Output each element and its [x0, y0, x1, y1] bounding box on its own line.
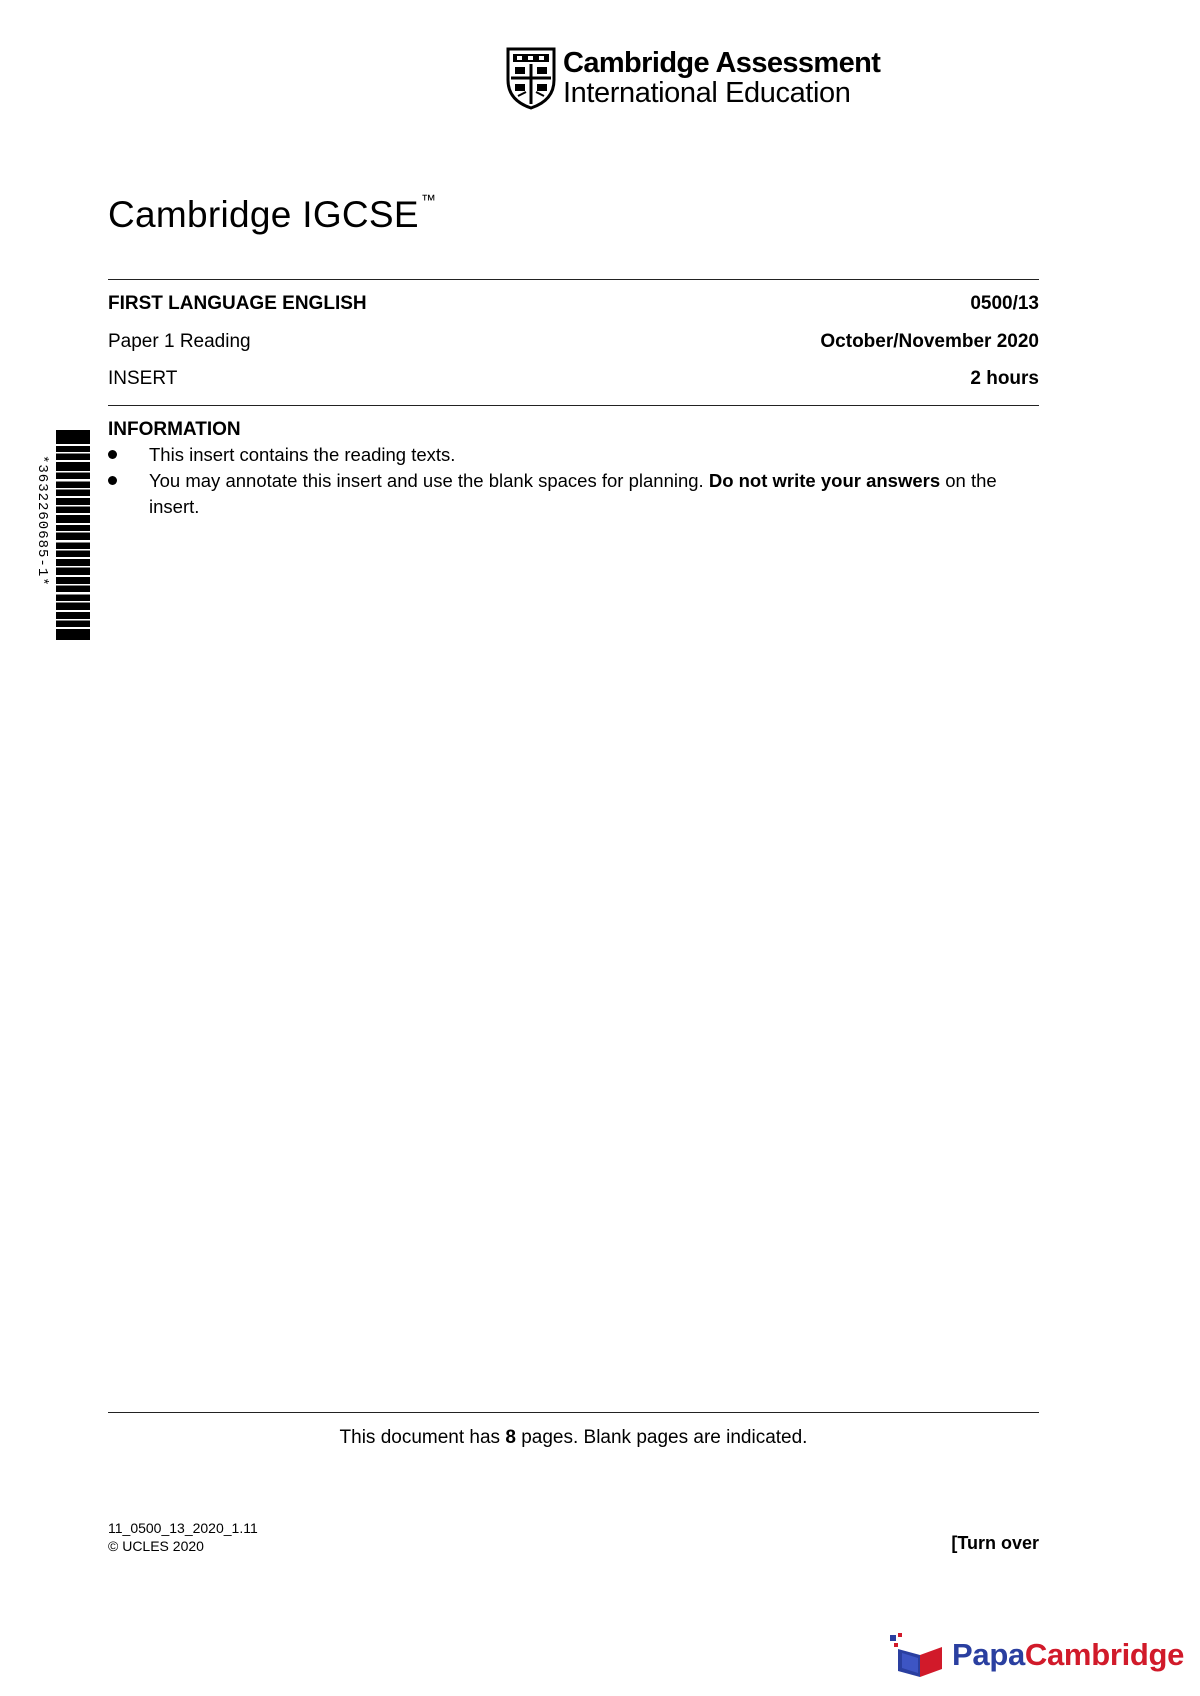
bullet-2-text: You may annotate this insert and use the blank spaces for planning. — [149, 470, 709, 491]
information-heading: INFORMATION — [108, 419, 241, 440]
bullet-icon — [108, 450, 117, 459]
paper-code: 0500/13 — [970, 293, 1039, 314]
exam-duration: 2 hours — [970, 368, 1039, 389]
watermark-cambridge: Cambridge — [1024, 1637, 1185, 1672]
cambridge-assessment-logo — [505, 46, 880, 110]
paper-name: Paper 1 Reading — [108, 331, 251, 352]
title-text: Cambridge IGCSE — [108, 194, 419, 235]
page-count-note — [0, 1427, 1147, 1449]
papacambridge-book-icon — [888, 1633, 950, 1677]
information-bullet-1: This insert contains the reading texts. — [149, 444, 456, 465]
logo-line-2: International Education — [563, 77, 851, 109]
subject-label: FIRST LANGUAGE ENGLISH — [108, 293, 367, 314]
footer-reference — [108, 1519, 258, 1555]
top-divider — [108, 279, 1039, 280]
exam-session: October/November 2020 — [820, 331, 1039, 352]
page-title — [108, 192, 436, 236]
turn-over-label: [Turn over — [951, 1533, 1039, 1553]
papacambridge-watermark — [888, 1632, 1184, 1678]
barcode-number: *3632260685-1* — [34, 455, 50, 587]
document-type: INSERT — [108, 368, 178, 389]
bullet-icon — [108, 476, 117, 485]
copyright-notice: © UCLES 2020 — [108, 1538, 204, 1554]
details-divider — [108, 405, 1039, 406]
information-bullet-2 — [149, 468, 1041, 520]
document-reference: 11_0500_13_2020_1.11 — [108, 1520, 258, 1536]
page-count-value: 8 — [505, 1427, 516, 1448]
page-count-text: This document has — [339, 1427, 506, 1448]
page-count-text-end: pages. Blank pages are indicated. — [515, 1427, 808, 1448]
bottom-divider — [108, 1412, 1039, 1413]
trademark-symbol: ™ — [420, 192, 437, 209]
barcode-icon — [56, 430, 90, 640]
watermark-papa: Papa — [952, 1637, 1025, 1672]
bullet-2-emphasis: Do not write your answers — [708, 470, 941, 491]
logo-line-1: Cambridge Assessment — [563, 47, 881, 79]
bullet-2-text-end: on the insert. — [149, 470, 997, 517]
cambridge-shield-icon — [505, 46, 557, 110]
